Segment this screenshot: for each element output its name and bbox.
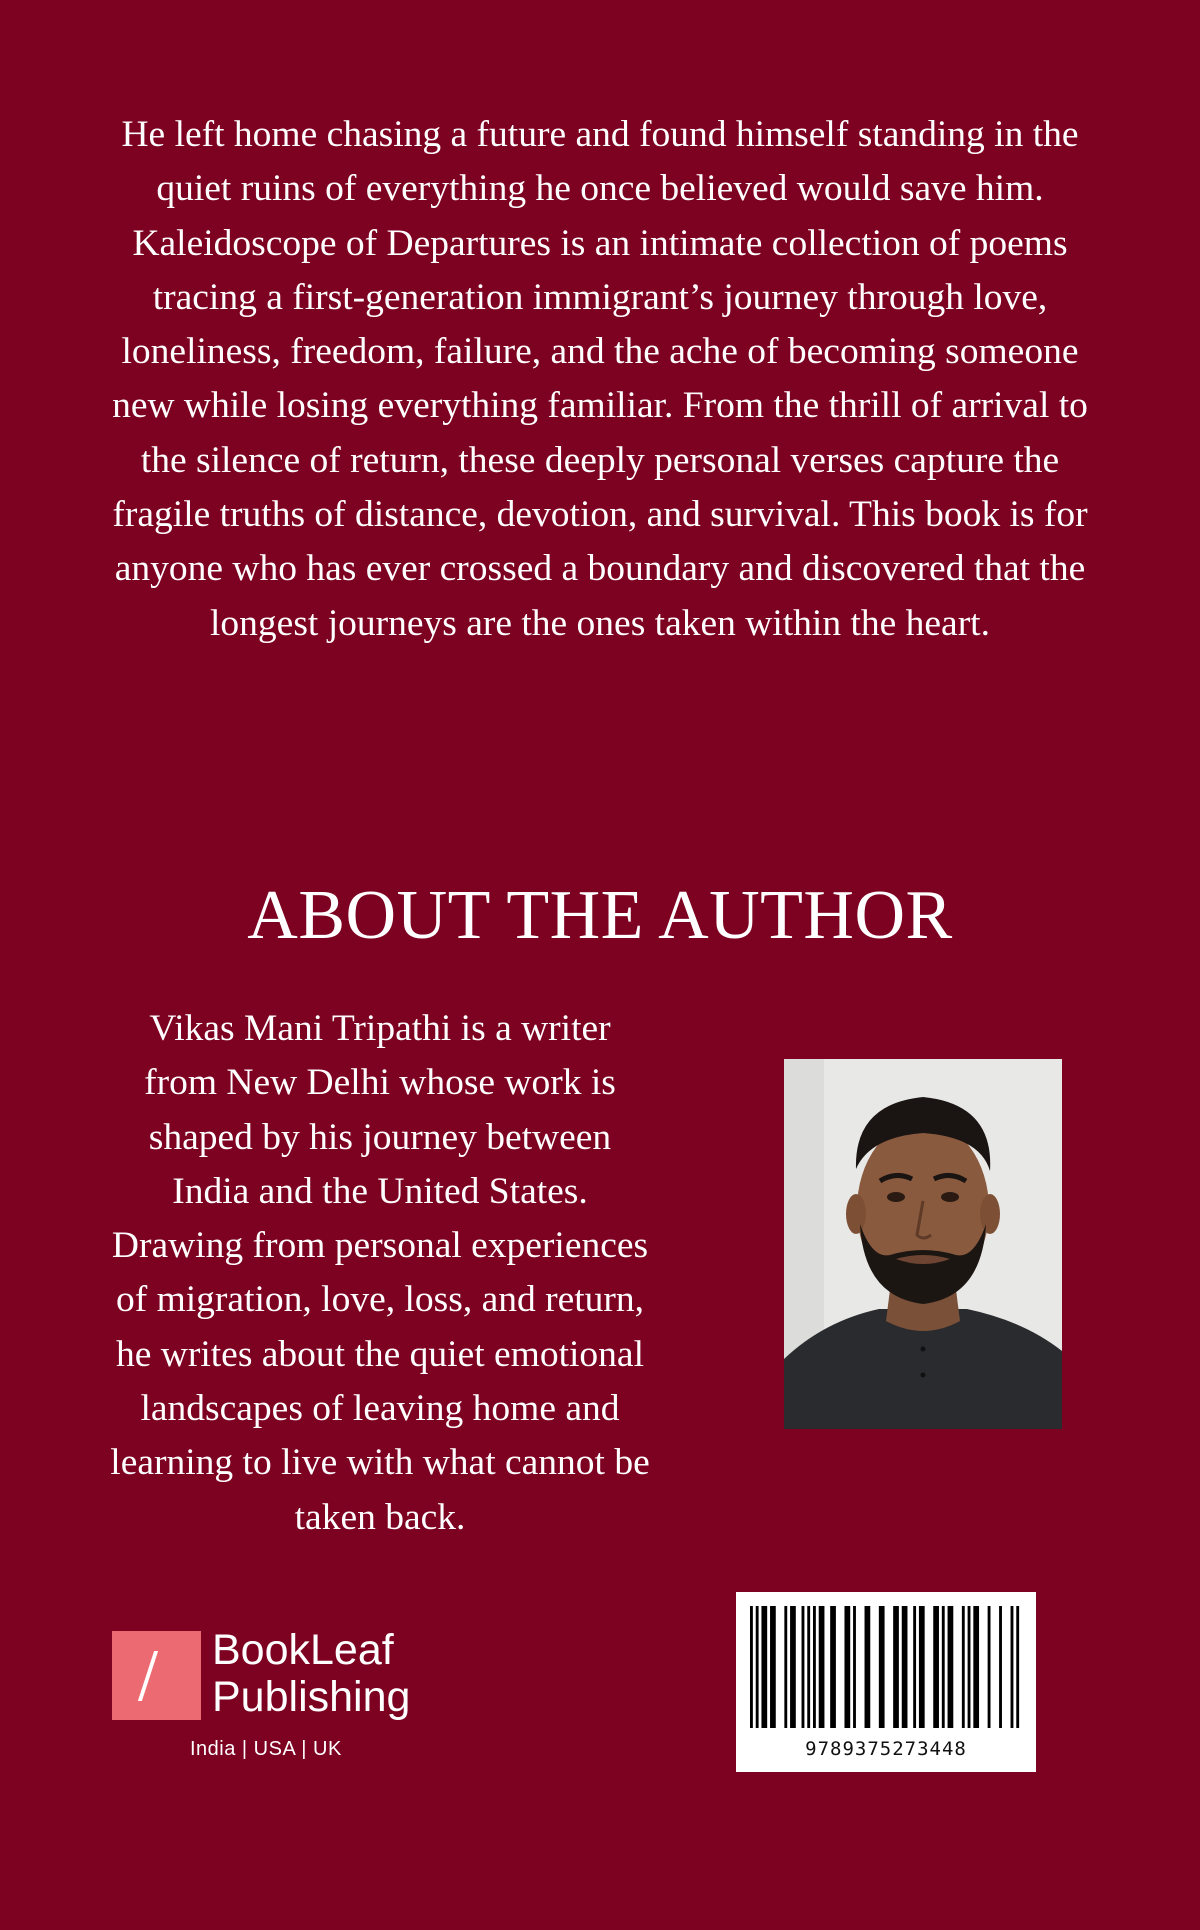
publisher-logo bbox=[112, 1626, 432, 1761]
back-cover-blurb: He left home chasing a future and found himself standing in the quiet ruins of everything he once believed would save him. Kaleidoscope of Departures is an intimate collection of poems tracing a first-generation immigrant’s journey through love, loneliness, freedom, failure, and the ache of becoming someone new while losing everything familiar. From the thrill of arrival to the silence of return, these deeply personal verses capture the fragile truths of distance, devotion, and survival. This book is for anyone who has ever crossed a boundary and discovered that the longest journeys are the ones taken within the heart. bbox=[112, 114, 1088, 644]
publisher-logo-mark bbox=[112, 1631, 201, 1720]
publisher-regions: India | USA | UK bbox=[190, 1738, 342, 1760]
about-author-heading: ABOUT THE AUTHOR bbox=[247, 877, 953, 954]
author-photo bbox=[784, 1059, 1062, 1429]
publisher-name-line2: Publishing bbox=[212, 1673, 411, 1721]
isbn-barcode bbox=[736, 1592, 1036, 1772]
slash-icon bbox=[138, 1651, 158, 1701]
publisher-name-line1: BookLeaf bbox=[212, 1626, 394, 1674]
author-bio: Vikas Mani Tripathi is a writer from New Delhi whose work is shaped by his journey between India and the United States. Drawing from personal experiences of migration, love, loss, and return, he writes about the quiet emotional landscapes of leaving home and learning to live with what cannot be taken back. bbox=[110, 1008, 650, 1538]
publisher-name bbox=[212, 1627, 410, 1721]
isbn-number: 9789375273448 bbox=[805, 1738, 967, 1760]
